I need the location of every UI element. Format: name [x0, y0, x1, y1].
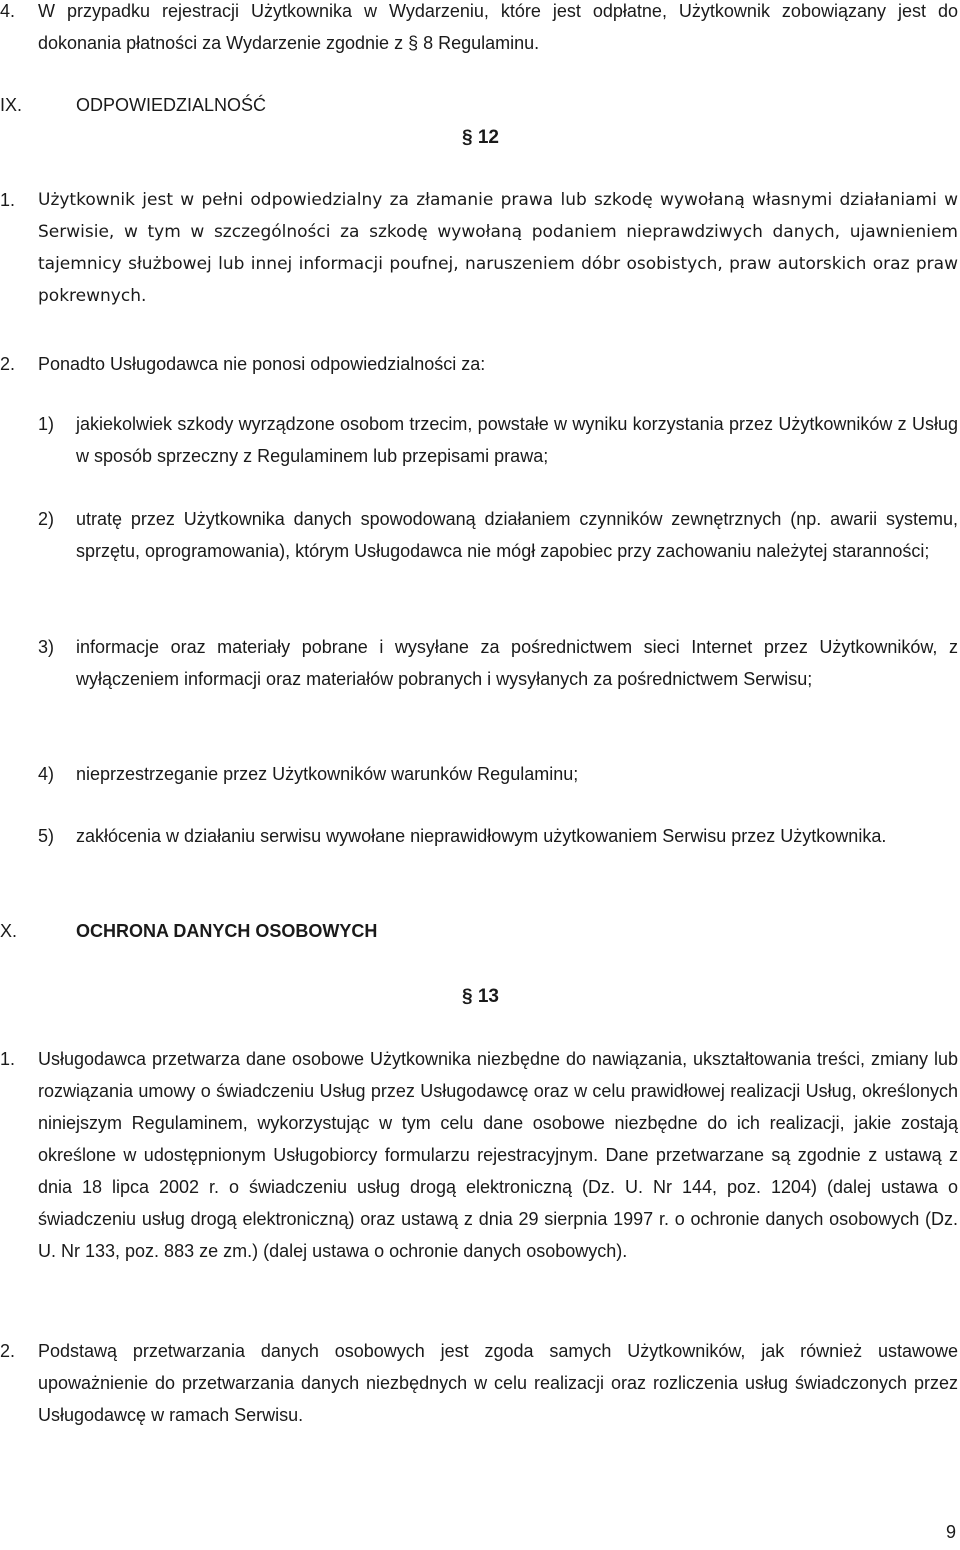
point-number: 2.	[0, 354, 16, 374]
subpoint-number: 4)	[38, 764, 55, 784]
point-text: Podstawą przetwarzania danych osobowych jest zgoda samych Użytkowników, jak również ustawowe upoważnienie do przetwarzania danych niezbędnych w celu realizacji oraz rozliczenia usług świadczonych przez Usługodawcę w ramach Serwisu.	[38, 1341, 958, 1425]
point-text: Ponadto Usługodawca nie ponosi odpowiedzialności za:	[38, 354, 486, 374]
paragraph-heading: § 13	[462, 986, 499, 1007]
list-number: 4.	[0, 1, 16, 21]
subpoint-number: 1)	[38, 414, 55, 434]
subpoint-text: nieprzestrzeganie przez Użytkowników warunków Regulaminu;	[76, 764, 579, 784]
section-number: X.	[0, 921, 18, 941]
paragraph-heading: § 12	[462, 127, 499, 148]
section-title: OCHRONA DANYCH OSOBOWYCH	[76, 921, 378, 941]
section-number: IX.	[0, 95, 23, 115]
page-number: 9	[945, 1522, 956, 1542]
point-number: 2.	[0, 1341, 16, 1361]
subpoint-text: jakiekolwiek szkody wyrządzone osobom trzecim, powstałe w wyniku korzystania przez Użytkowników z Usług w sposób sprzeczny z Regulaminem lub przepisami prawa;	[76, 414, 958, 466]
subpoint-number: 3)	[38, 637, 55, 657]
point-number: 1.	[0, 190, 16, 210]
subpoint-text: informacje oraz materiały pobrane i wysyłane za pośrednictwem sieci Internet przez Użytkowników, z wyłączeniem informacji oraz materiałów pobranych i wysyłanych za pośrednictwem Serwisu;	[76, 637, 958, 689]
top-item-text: W przypadku rejestracji Użytkownika w Wydarzeniu, które jest odpłatne, Użytkownik zobowiązany jest do dokonania płatności za Wydarzenie zgodnie z § 8 Regulaminu.	[38, 1, 958, 53]
subpoint-text: utratę przez Użytkownika danych spowodowaną działaniem czynników zewnętrznych (np. awarii systemu, sprzętu, oprogramowania), którym Usługodawca nie mógł zapobiec przy zachowaniu należytej staranności;	[76, 509, 958, 561]
subpoint-number: 5)	[38, 826, 55, 846]
subpoint-number: 2)	[38, 509, 55, 529]
point-number: 1.	[0, 1049, 16, 1069]
section-title: ODPOWIEDZIALNOŚĆ	[76, 95, 267, 115]
point-text: Usługodawca przetwarza dane osobowe Użytkownika niezbędne do nawiązania, ukształtowania treści, zmiany lub rozwiązania umowy o świadczeniu Usług przez Usługodawcę oraz w celu prawidłowej realizacji Usług, określonych niniejszym Regulaminem, wykorzystując w tym celu dane osobowe niezbędne do ich realizacji, jakie zostają określone w udostępnionym Usługobiorcy formularzu rejestracyjnym. Dane przetwarzane są zgodnie z ustawą z dnia 18 lipca 2002 r. o świadczeniu usług drogą elektroniczną (Dz. U. Nr 144, poz. 1204) (dalej ustawa o świadczeniu usług drogą elektroniczną) oraz ustawą z dnia 29 sierpnia 1997 r. o ochronie danych osobowych (Dz. U. Nr 133, poz. 883 ze zm.) (dalej ustawa o ochronie danych osobowych).	[38, 1049, 958, 1261]
subpoint-text: zakłócenia w działaniu serwisu wywołane nieprawidłowym użytkowaniem Serwisu przez Użytkownika.	[76, 826, 887, 846]
point-text: Użytkownik jest w pełni odpowiedzialny za złamanie prawa lub szkodę wywołaną własnymi działaniami w Serwisie, w tym w szczególności za szkodę wywołaną podaniem nieprawdziwych danych, ujawnieniem tajemnicy służbowej lub innej informacji poufnej, naruszeniem dóbr osobistych, praw autorskich oraz praw pokrewnych.	[38, 190, 958, 306]
